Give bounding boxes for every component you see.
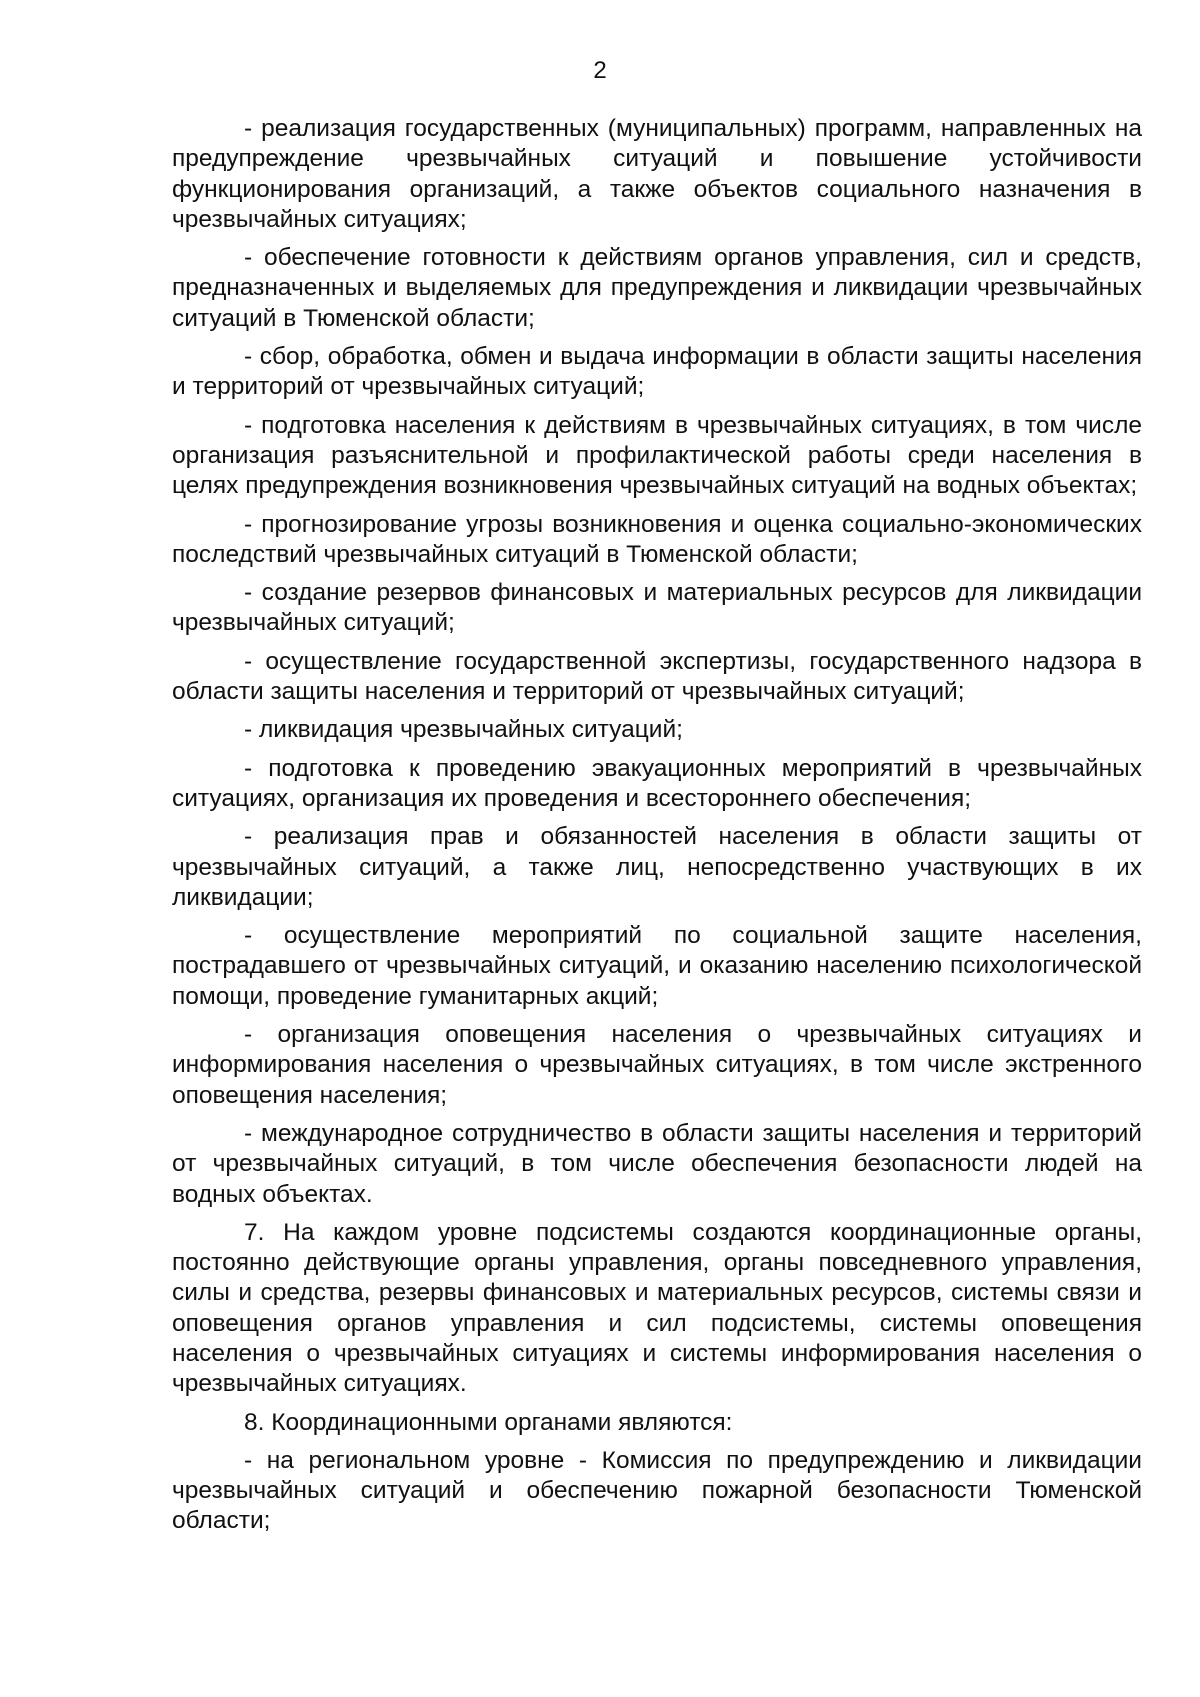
list-item-evacuation: - подготовка к проведению эвакуационных мероприятий в чрезвычайных ситуациях, организация их проведения и всестороннего обеспечения; — [172, 754, 1142, 812]
list-item-regional-level: - на региональном уровне - Комиссия по предупреждению и ликвидации чрезвычайных ситуаций и обеспечению пожарной безопасности Тюменской области; — [172, 1446, 1142, 1535]
list-item-international: - международное сотрудничество в области защиты населения и территорий от чрезвычайных ситуаций, в том числе обеспечения безопасности людей на водных объектах. — [172, 1119, 1142, 1208]
section-8-paragraph: 8. Координационными органами являются: — [244, 1408, 733, 1436]
list-item-expertise: - осуществление государственной экспертизы, государственного надзора в области защиты населения и территорий от чрезвычайных ситуаций; — [172, 647, 1142, 706]
section-7-paragraph: 7. На каждом уровне подсистемы создаются координационные органы, постоянно действующие органы управления, органы повседневного управления, силы и средства, резервы финансовых и материальных ресурсов, системы связи и оповещения органов управления и сил подсистемы, системы оповещения населения о чрезвычайных ситуациях и системы информирования населения о чрезвычайных ситуациях. — [172, 1218, 1142, 1398]
list-item-notification: - организация оповещения населения о чрезвычайных ситуациях и информирования населения о чрезвычайных ситуациях, в том числе экстренного оповещения населения; — [172, 1021, 1142, 1109]
list-item-information: - сбор, обработка, обмен и выдача информации в области защиты населения и территорий от чрезвычайных ситуаций; — [172, 343, 1142, 401]
list-item-rights: - реализация прав и обязанностей населения в области защиты от чрезвычайных ситуаций, а также лиц, непосредственно участвующих в их ликвидации; — [172, 823, 1142, 911]
list-item-readiness: - обеспечение готовности к действиям органов управления, сил и средств, предназначенных и выделяемых для предупреждения и ликвидации чрезвычайных ситуаций в Тюменской области; — [172, 244, 1142, 332]
list-item-social-protection: - осуществление мероприятий по социальной защите населения, пострадавшего от чрезвычайных ситуаций, и оказанию населению психологической помощи, проведение гуманитарных акций; — [172, 922, 1142, 1010]
page-number: 2 — [593, 57, 607, 84]
list-item-population-training: - подготовка населения к действиям в чрезвычайных ситуациях, в том числе организация разъяснительной и профилактической работы среди населения в целях предупреждения возникновения чрезвычайных ситуаций на водных объектах; — [172, 411, 1142, 500]
list-item-reserves: - создание резервов финансовых и материальных ресурсов для ликвидации чрезвычайных ситуаций; — [172, 579, 1142, 637]
list-item-liquidation: - ликвидация чрезвычайных ситуаций; — [244, 716, 683, 744]
list-item-programs: - реализация государственных (муниципальных) программ, направленных на предупреждение чрезвычайных ситуаций и повышение устойчивости функционирования организаций, а также объектов социального назначения в чрезвычайных ситуациях; — [172, 115, 1142, 233]
list-item-forecasting: - прогнозирование угрозы возникновения и оценка социально-экономических последствий чрезвычайных ситуаций в Тюменской области; — [172, 510, 1142, 568]
document-body — [172, 114, 1142, 1545]
